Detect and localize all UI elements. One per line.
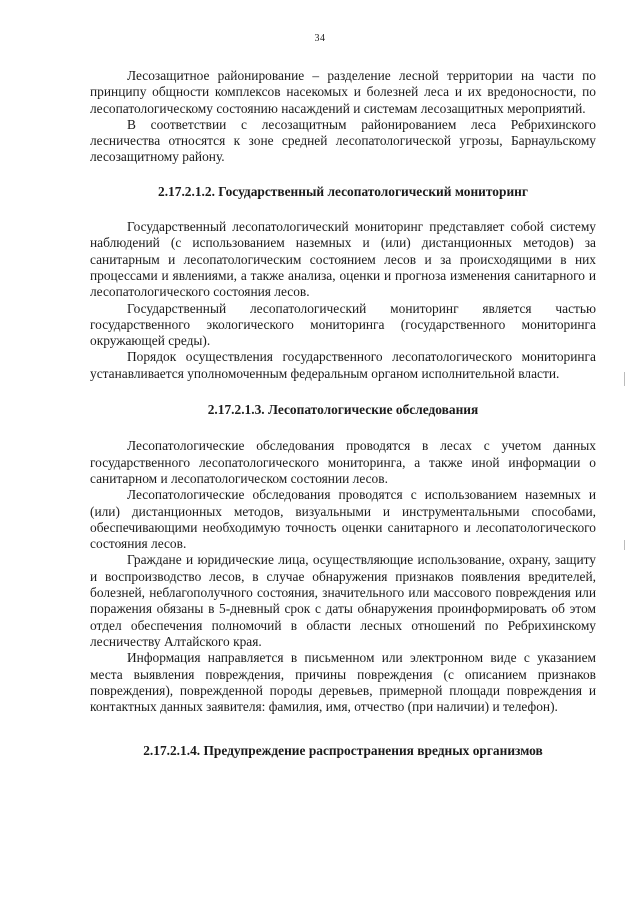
paragraph-monitoring-definition: Государственный лесопатологический мониторинг представляет собой систему наблюдений (с использованием наземных и (или) дистанционных методов) за санитарным и лесопатологическим состоянием лесов и за происходящими в них процессами и явлениями, а также анализа, оценки и прогноза изменения санитарного и лесопатологического состояния лесов. [90,219,596,300]
section-heading-prevention: 2.17.2.1.4. Предупреждение распространения вредных организмов [143,743,543,759]
document-body [90,68,596,760]
scan-mark [624,540,625,550]
paragraph-citizens-obligation: Граждане и юридические лица, осуществляющие использование, охрану, защиту и воспроизводство лесов, в случае обнаружения признаков появления вредителей, болезней, неблагополучного состояния, значительного или массового повреждения или поражения обязаны в 5-дневный срок с даты обнаружения проинформировать об этом отдел обеспечения полномочий в области лесных отношений по Ребрихинскому лесничеству Алтайского края. [90,552,596,649]
section-heading-monitoring: 2.17.2.1.2. Государственный лесопатологический мониторинг [158,183,528,199]
paragraph-monitoring-part-of-ecological: Государственный лесопатологический мониторинг является частью государственного экологического мониторинга (государственного мониторинга окружающей среды). [90,300,596,349]
paragraph-information-submission: Информация направляется в письменном или электронном виде с указанием места выявления повреждения, причины повреждения (с описанием признаков повреждения), поврежденной породы деревьев, примерной площади повреждения и контактных данных заявителя: фамилия, имя, отчество (при наличии) и телефон). [90,650,596,715]
paragraph-surveys-methods: Лесопатологические обследования проводятся с использованием наземных и (или) дистанционных методов, визуальными и инструментальными способами, обеспечивающими необходимую точность оценки санитарного и лесопатологического состояния лесов. [90,487,596,552]
paragraph-monitoring-procedure: Порядок осуществления государственного лесопатологического мониторинга устанавливается уполномоченным федеральным органом исполнительной власти. [90,349,596,381]
scan-mark [624,372,625,386]
section-heading-surveys: 2.17.2.1.3. Лесопатологические обследования [207,402,479,418]
page-number: 34 [314,33,326,44]
paragraph-forest-zoning-definition: Лесозащитное районирование – разделение лесной территории на части по принципу общности комплексов насекомых и болезней леса и их вредоносности, по лесопатологическому состоянию насаждений и системам лесозащитных мероприятий. [90,68,596,116]
paragraph-forest-zoning-rebrikha: В соответствии с лесозащитным районированием леса Ребрихинского лесничества относятся к зоне средней лесопатологической угрозы, Барнаульскому лесозащитному району. [90,116,596,165]
paragraph-surveys-basis: Лесопатологические обследования проводятся в лесах с учетом данных государственного лесопатологического мониторинга, а также иной информации о санитарном и лесопатологическом состоянии лесов. [90,438,596,486]
